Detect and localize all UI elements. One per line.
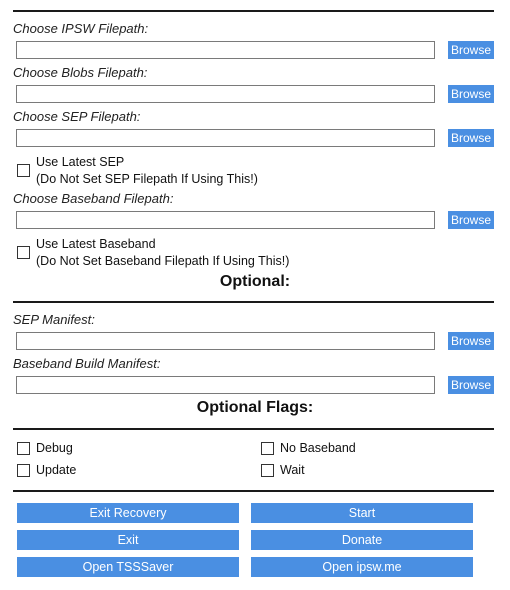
update-label: Update: [36, 463, 77, 477]
baseband-filepath-input[interactable]: [16, 211, 435, 229]
baseband-manifest-label: Baseband Build Manifest:: [13, 356, 161, 371]
debug-checkbox[interactable]: [17, 442, 30, 455]
baseband-manifest-browse-button[interactable]: Browse: [448, 376, 494, 394]
no-baseband-label: No Baseband: [280, 441, 356, 455]
open-ipsw-me-button[interactable]: Open ipsw.me: [251, 557, 473, 577]
baseband-manifest-input[interactable]: [16, 376, 435, 394]
blobs-filepath-label: Choose Blobs Filepath:: [13, 65, 148, 80]
ipsw-filepath-label: Choose IPSW Filepath:: [13, 21, 149, 36]
sep-manifest-input[interactable]: [16, 332, 435, 350]
latest-sep-checkbox[interactable]: [17, 164, 30, 177]
donate-button[interactable]: Donate: [251, 530, 473, 550]
baseband-filepath-label: Choose Baseband Filepath:: [13, 191, 174, 206]
top-divider: [13, 10, 494, 12]
latest-baseband-label: Use Latest Baseband: [36, 237, 156, 251]
debug-label: Debug: [36, 441, 73, 455]
sep-browse-button[interactable]: Browse: [448, 129, 494, 147]
latest-sep-label: Use Latest SEP: [36, 155, 125, 169]
no-baseband-checkbox[interactable]: [261, 442, 274, 455]
optional-divider: [13, 301, 494, 303]
open-tsssaver-button[interactable]: Open TSSSaver: [17, 557, 239, 577]
latest-baseband-checkbox[interactable]: [17, 246, 30, 259]
actions-divider: [13, 490, 494, 492]
flags-top-divider: [13, 428, 494, 430]
update-checkbox[interactable]: [17, 464, 30, 477]
sep-manifest-browse-button[interactable]: Browse: [448, 332, 494, 350]
sep-manifest-label: SEP Manifest:: [13, 312, 95, 327]
blobs-browse-button[interactable]: Browse: [448, 85, 494, 103]
sep-filepath-input[interactable]: [16, 129, 435, 147]
ipsw-filepath-input[interactable]: [16, 41, 435, 59]
optional-heading: Optional:: [219, 273, 291, 290]
baseband-browse-button[interactable]: Browse: [448, 211, 494, 229]
wait-label: Wait: [280, 463, 305, 477]
optional-flags-heading: Optional Flags:: [196, 399, 314, 416]
latest-baseband-note: (Do Not Set Baseband Filepath If Using This!): [36, 254, 290, 268]
sep-filepath-label: Choose SEP Filepath:: [13, 109, 141, 124]
latest-sep-note: (Do Not Set SEP Filepath If Using This!): [36, 172, 258, 186]
exit-recovery-button[interactable]: Exit Recovery: [17, 503, 239, 523]
wait-checkbox[interactable]: [261, 464, 274, 477]
exit-button[interactable]: Exit: [17, 530, 239, 550]
ipsw-browse-button[interactable]: Browse: [448, 41, 494, 59]
start-button[interactable]: Start: [251, 503, 473, 523]
blobs-filepath-input[interactable]: [16, 85, 435, 103]
